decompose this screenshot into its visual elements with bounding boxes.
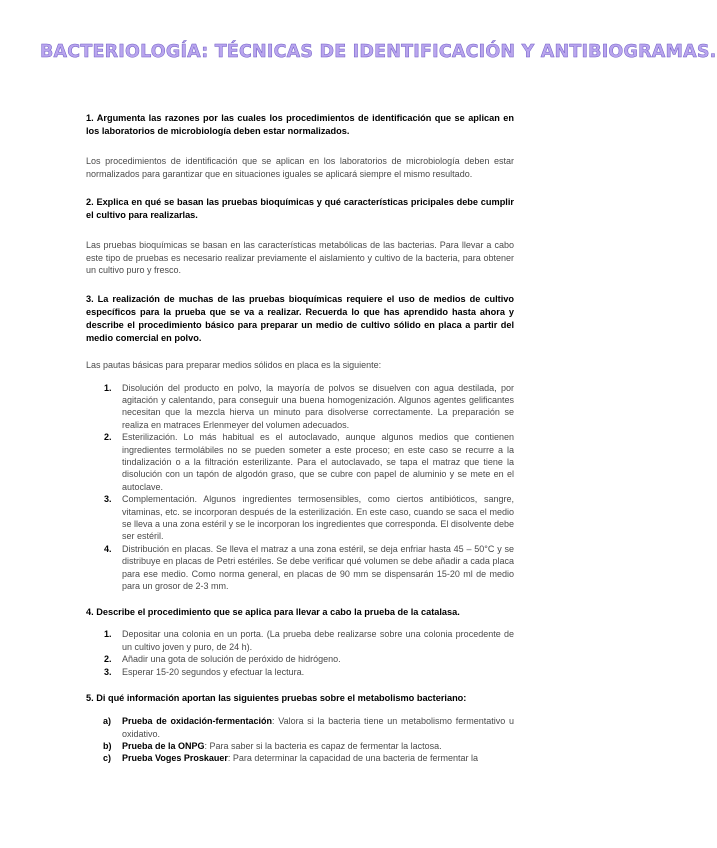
answer-1: Los procedimientos de identificación que se aplican en los laboratorios de microbiología deben estar normalizados para garantizar que en situaciones iguales se aplicará siempre el mismo resultado. [86, 156, 514, 179]
list-item-number: 1. [104, 382, 112, 393]
list-item [86, 666, 514, 678]
list-item-letter: b) [103, 740, 112, 751]
test-description: : Para saber si la bacteria es capaz de fermentar la lactosa. [204, 740, 442, 751]
culture-steps-list [86, 382, 514, 593]
list-item-text: Disolución del producto en polvo, la mayoría de polvos se disuelven con agua destilada, por agitación y calentando, para conseguir una buena homogenización. Algunos agentes gelificantes necesitan que la mezcla hierva un minuto para disolverse correctamente. La preparación se realiza en matraces Erlenmeyer del volumen adecuados. [122, 382, 514, 430]
list-item [86, 628, 514, 653]
list-item-letter: c) [103, 753, 112, 764]
question-1: 1. Argumenta las razones por las cuales los procedimientos de identificación que se aplican en los laboratorios de microbiología deben estar normalizados. [86, 113, 514, 136]
test-name: Prueba de la ONPG [122, 740, 205, 751]
list-item-number: 2. [104, 654, 112, 665]
list-item [86, 543, 514, 593]
question-2: 2. Explica en qué se basan las pruebas bioquímicas y qué características pricipales debe cumplir el cultivo para realizarlas. [86, 197, 514, 221]
page-title: BACTERIOLOGÍA: TÉCNICAS DE IDENTIFICACIÓN Y ANTIBIOGRAMAS. [40, 42, 717, 62]
list-item-number: 3. [104, 666, 112, 677]
list-item-text: Esperar 15-20 segundos y efectuar la lectura. [122, 666, 305, 677]
list-item [86, 493, 514, 543]
list-item-number: 3. [104, 494, 112, 505]
list-item-number: 2. [104, 432, 112, 443]
answer-2: Las pruebas bioquímicas se basan en las características metabólicas de las bacterias. Para llevar a cabo este tipo de pruebas es necesario realizar previamente el aislamiento y cultivo de la bacteria, para obtener un cultivo puro y fresco. [86, 240, 514, 276]
list-item [86, 653, 514, 665]
list-item-letter: a) [103, 716, 112, 727]
list-item [86, 715, 514, 740]
list-item-text: Depositar una colonia en un porta. (La prueba debe realizarse sobre una colonia procedente de un cultivo joven y puro, de 24 h). [122, 629, 514, 652]
list-item [86, 740, 514, 752]
test-description: : Valora si la bacteria tiene un metabolismo fermentativo u oxidativo. [122, 716, 514, 739]
test-name: Prueba de oxidación-fermentación [122, 716, 272, 727]
list-item [86, 752, 514, 764]
question-3: 3. La realización de muchas de las pruebas bioquímicas requiere el uso de medios de cultivo específicos para la prueba que se va a realizar. Recuerda lo que has aprendido hasta ahora y describe el procedimiento básico para preparar un medio de cultivo sólido en placa a partir del medio comercial en polvo. [86, 293, 514, 343]
answer-3-intro: Las pautas básicas para preparar medios sólidos en placa es la siguiente: [86, 359, 382, 370]
list-item [86, 431, 514, 493]
list-item [86, 382, 514, 432]
test-description: : Para determinar la capacidad de una bacteria de fermentar la [227, 753, 479, 764]
document-body [86, 112, 514, 779]
list-item-number: 4. [104, 543, 112, 554]
list-item-text: Añadir una gota de solución de peróxido de hidrógeno. [122, 654, 341, 665]
list-item-text: Complementación. Algunos ingredientes termosensibles, como ciertos antibióticos, sangre, vitaminas, etc. se incorporan después de la esterilización. En este caso, cuando se saca el medio se lleva a una zona estéril y se le incorporan los ingredientes que corresponda. El disolvente debe ser estéril. [122, 494, 514, 542]
question-4: 4. Describe el procedimiento que se aplica para llevar a cabo la prueba de la catalasa. [86, 607, 460, 618]
list-item-text: Distribución en placas. Se lleva el matraz a una zona estéril, se deja enfriar hasta 45 – 50°C y se distribuye en placas de Petri estériles. Se debe verificar qué volumen se debe añadir a cada placa para ese medio. Como norma general, en placas de 90 mm se dispensarán 15-20 ml de medio para un grosor de 2-3 mm. [122, 543, 514, 592]
question-5: 5. Di qué información aportan las siguientes pruebas sobre el metabolismo bacteriano: [86, 693, 467, 704]
list-item-number: 1. [104, 629, 112, 640]
test-name: Prueba Voges Proskauer [122, 753, 228, 764]
metabolism-tests-list [86, 715, 514, 765]
list-item-text: Esterilización. Lo más habitual es el autoclavado, aunque algunos medios que contienen ingredientes termolábiles no se pueden someter a este proceso; en este caso se recurre a la tindalización o a la filtración esterilizante. Para el autoclavado, se tapa el matraz que tiene la disolución con un tapón de algodón graso, que se cubre con papel de aluminio y se mete en el autoclave. [122, 432, 514, 492]
catalase-steps-list [86, 628, 514, 678]
